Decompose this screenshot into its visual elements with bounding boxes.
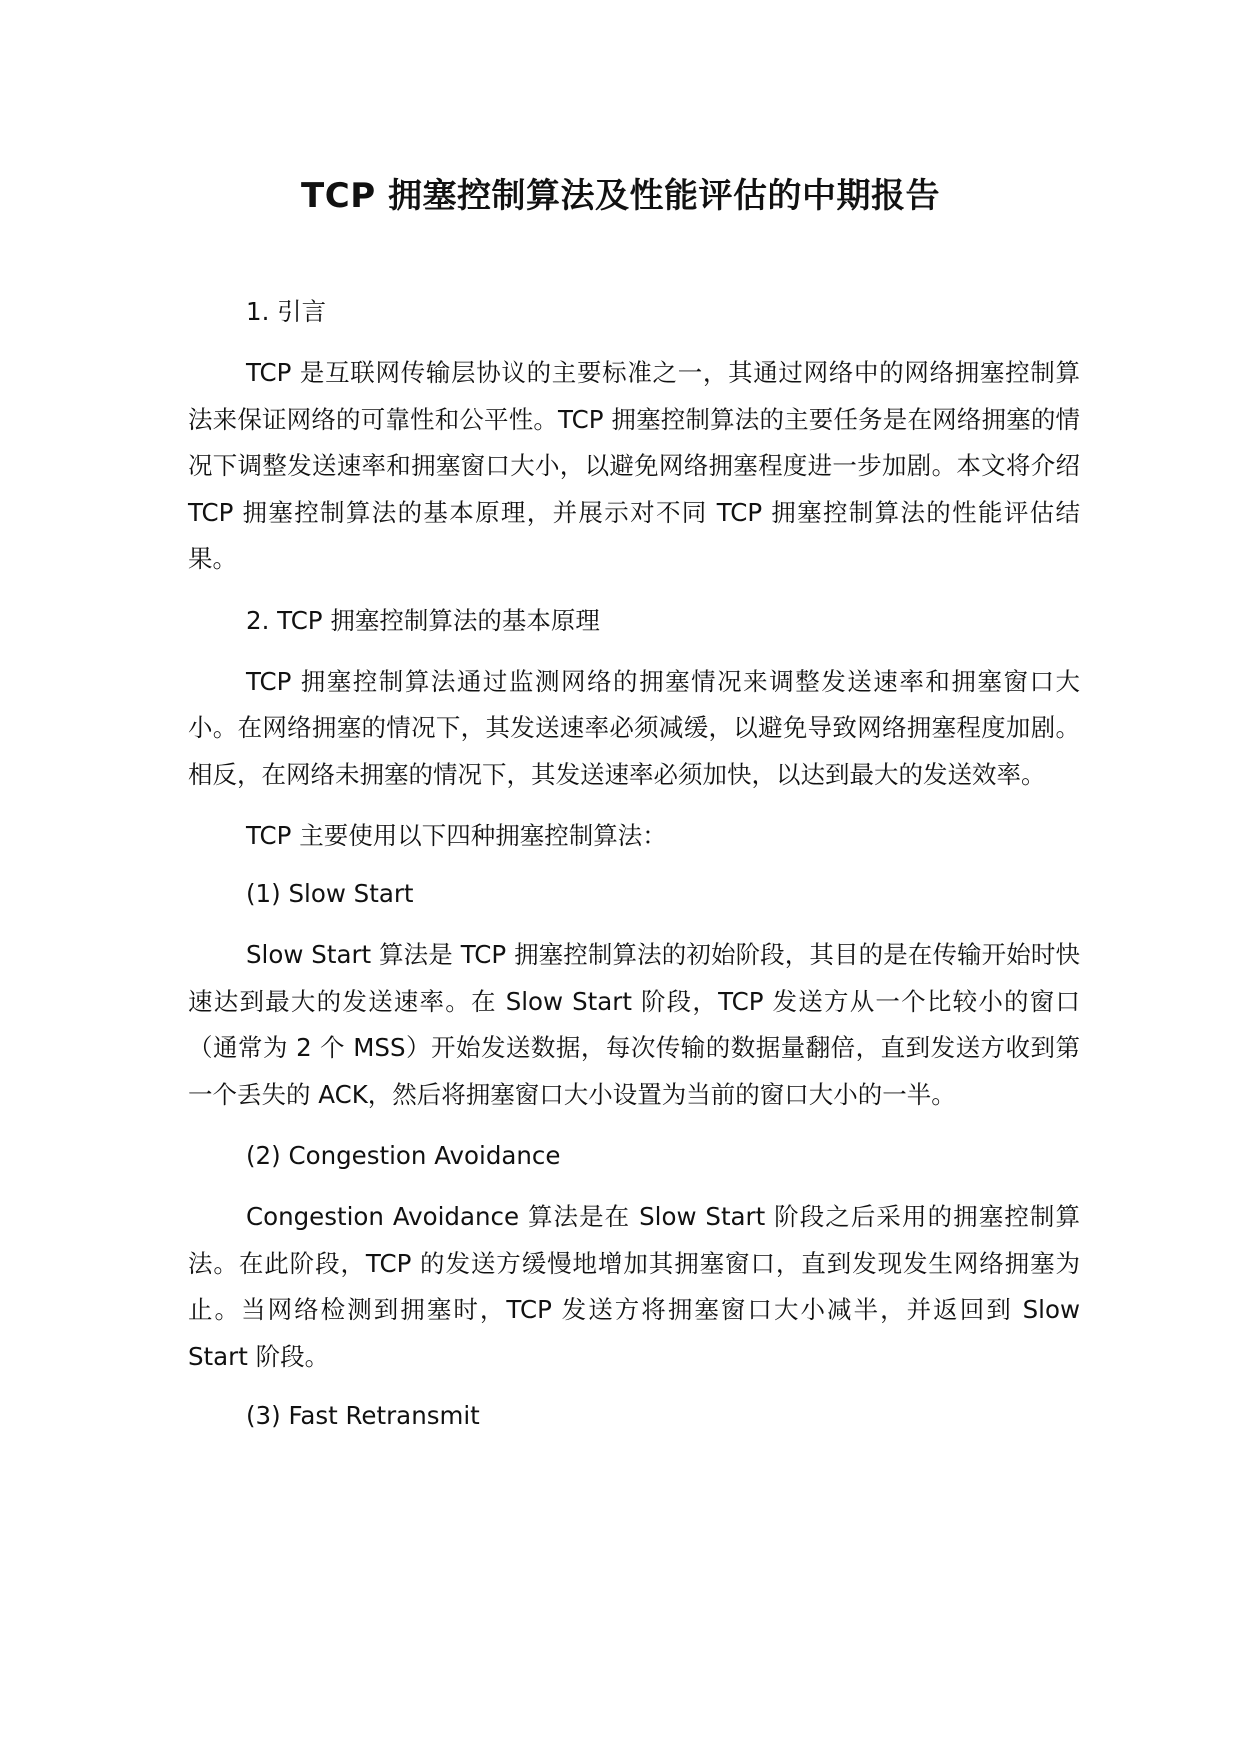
algorithm-heading-congestion-avoidance: (2) Congestion Avoidance bbox=[246, 1141, 561, 1170]
section-heading-principles: 2. TCP 拥塞控制算法的基本原理 bbox=[246, 605, 600, 635]
paragraph-slow-start: Slow Start 算法是 TCP 拥塞控制算法的初始阶段，其目的是在传输开始时快速达到最大的发送速率。在 Slow Start 阶段，TCP 发送方从一个比较小的窗口（通常为 2 个 MSS）开始发送数据，每次传输的数据量翻倍，直到发送方收到第一个丢失的 ACK，然后将拥塞窗口大小设置为当前的窗口大小的一半。 bbox=[188, 940, 1080, 1109]
paragraph-introduction: TCP 是互联网传输层协议的主要标准之一，其通过网络中的网络拥塞控制算法来保证网络的可靠性和公平性。TCP 拥塞控制算法的主要任务是在网络拥塞的情况下调整发送速率和拥塞窗口大小，以避免网络拥塞程度进一步加剧。本文将介绍 TCP 拥塞控制算法的基本原理，并展示对不同 TCP 拥塞控制算法的性能评估结果。 bbox=[188, 358, 1080, 573]
paragraph-principles: TCP 拥塞控制算法通过监测网络的拥塞情况来调整发送速率和拥塞窗口大小。在网络拥塞的情况下，其发送速率必须减缓，以避免导致网络拥塞程度加剧。相反，在网络未拥塞的情况下，其发送速率必须加快，以达到最大的发送效率。 bbox=[188, 666, 1080, 789]
algorithm-heading-slow-start: (1) Slow Start bbox=[246, 879, 414, 908]
paragraph-algorithm-list-intro: TCP 主要使用以下四种拥塞控制算法： bbox=[246, 821, 667, 850]
algorithm-heading-fast-retransmit: (3) Fast Retransmit bbox=[246, 1401, 480, 1430]
document-title: TCP 拥塞控制算法及性能评估的中期报告 bbox=[301, 176, 940, 216]
paragraph-congestion-avoidance: Congestion Avoidance 算法是在 Slow Start 阶段之后采用的拥塞控制算法。在此阶段，TCP 的发送方缓慢地增加其拥塞窗口，直到发现发生网络拥塞为止。当网络检测到拥塞时，TCP 发送方将拥塞窗口大小减半，并返回到 Slow Start 阶段。 bbox=[188, 1202, 1080, 1371]
document-body bbox=[188, 292, 1080, 1454]
section-heading-introduction: 1. 引言 bbox=[246, 297, 327, 326]
